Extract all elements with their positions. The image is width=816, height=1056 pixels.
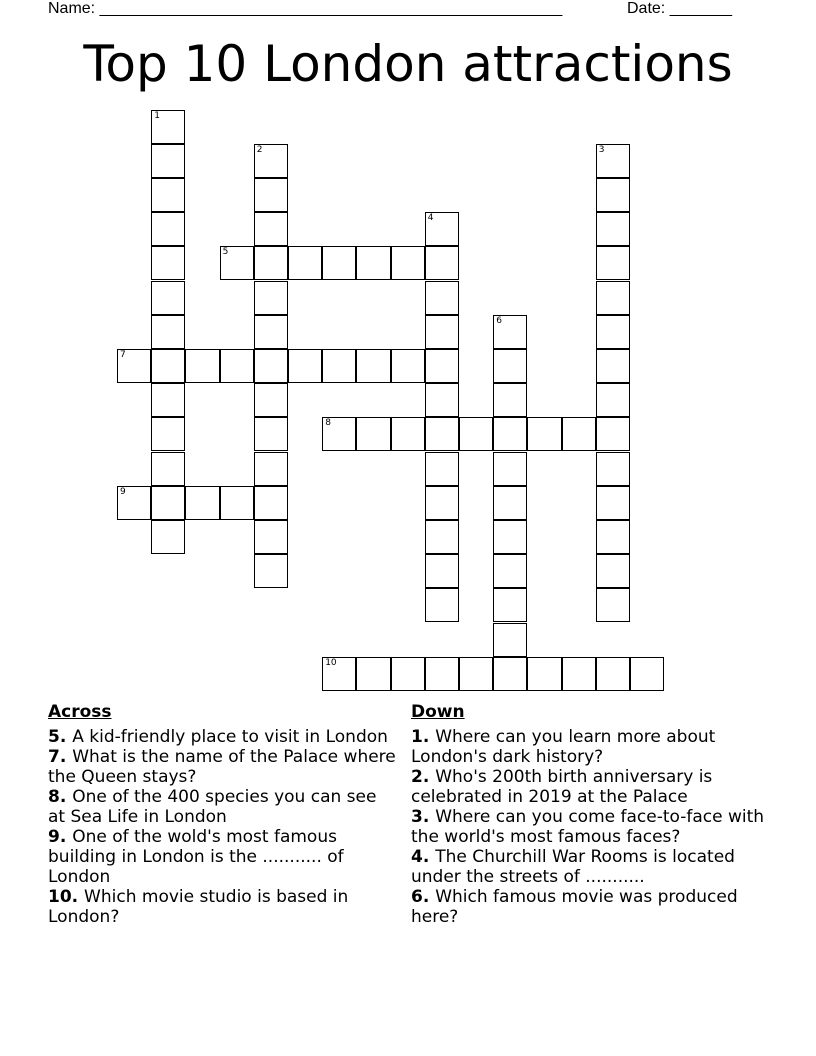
date-field[interactable]: Date: _______ xyxy=(627,0,732,17)
grid-cell[interactable] xyxy=(151,383,185,417)
grid-cell[interactable] xyxy=(185,486,219,520)
grid-cell[interactable] xyxy=(596,212,630,246)
grid-cell[interactable] xyxy=(493,315,527,349)
grid-cell[interactable] xyxy=(151,246,185,280)
clue-text: Who's 200th birth anniversary is celebrated in 2019 at the Palace xyxy=(411,767,713,807)
grid-cell[interactable] xyxy=(254,452,288,486)
across-clue-list xyxy=(48,727,398,927)
clue-text: Which movie studio is based in London? xyxy=(48,887,349,927)
down-heading: Down xyxy=(411,702,465,722)
clue-label-number: 4. xyxy=(411,847,436,867)
grid-cell[interactable] xyxy=(425,383,459,417)
grid-cell[interactable] xyxy=(596,246,630,280)
grid-cell[interactable] xyxy=(254,486,288,520)
name-field[interactable]: Name: ____________________________________________________ xyxy=(48,0,563,17)
grid-cell[interactable] xyxy=(185,349,219,383)
grid-cell[interactable] xyxy=(151,178,185,212)
grid-cell[interactable] xyxy=(151,212,185,246)
across-clue xyxy=(48,747,398,787)
grid-cell[interactable] xyxy=(493,486,527,520)
clue-text: Where can you come face-to-face with the world's most famous faces? xyxy=(411,807,765,847)
grid-cell[interactable] xyxy=(596,452,630,486)
clue-label-number: 6. xyxy=(411,887,436,907)
grid-cell[interactable] xyxy=(596,520,630,554)
across-clue xyxy=(48,827,398,887)
clue-label-number: 7. xyxy=(48,747,73,767)
clue-text: Where can you learn more about London's dark history? xyxy=(411,727,716,767)
grid-cell[interactable] xyxy=(562,657,596,691)
grid-cell[interactable] xyxy=(425,349,459,383)
clue-label-number: 9. xyxy=(48,827,73,847)
clue-label-number: 1. xyxy=(411,727,436,747)
grid-cell[interactable] xyxy=(425,281,459,315)
grid-cell[interactable] xyxy=(220,486,254,520)
grid-cell[interactable] xyxy=(425,212,459,246)
grid-cell[interactable] xyxy=(596,554,630,588)
grid-cell[interactable] xyxy=(254,178,288,212)
grid-cell[interactable] xyxy=(151,452,185,486)
grid-cell[interactable] xyxy=(596,657,630,691)
grid-cell[interactable] xyxy=(151,520,185,554)
grid-cell[interactable] xyxy=(151,349,185,383)
grid-cell[interactable] xyxy=(288,246,322,280)
grid-cell[interactable] xyxy=(254,383,288,417)
grid-cell[interactable] xyxy=(288,349,322,383)
grid-cell[interactable] xyxy=(425,315,459,349)
clue-number: 3 xyxy=(598,144,605,155)
grid-cell[interactable] xyxy=(459,657,493,691)
page-title: Top 10 London attractions xyxy=(83,35,733,93)
grid-cell[interactable] xyxy=(151,281,185,315)
grid-cell[interactable] xyxy=(254,281,288,315)
clue-text: A kid-friendly place to visit in London xyxy=(72,727,388,747)
grid-cell[interactable] xyxy=(459,417,493,451)
grid-cell[interactable] xyxy=(356,246,390,280)
grid-cell[interactable] xyxy=(254,315,288,349)
grid-cell[interactable] xyxy=(356,657,390,691)
grid-cell[interactable] xyxy=(596,417,630,451)
grid-cell[interactable] xyxy=(596,349,630,383)
grid-cell[interactable] xyxy=(425,657,459,691)
grid-cell[interactable] xyxy=(425,417,459,451)
grid-cell[interactable] xyxy=(493,383,527,417)
clue-text: The Churchill War Rooms is located under the streets of ........... xyxy=(411,847,735,887)
grid-cell[interactable] xyxy=(254,212,288,246)
grid-cell[interactable] xyxy=(425,554,459,588)
clue-number: 6 xyxy=(496,315,502,326)
grid-cell[interactable] xyxy=(356,349,390,383)
grid-cell[interactable] xyxy=(151,144,185,178)
across-heading: Across xyxy=(48,702,112,722)
grid-cell[interactable] xyxy=(596,486,630,520)
down-clue xyxy=(411,887,771,927)
clue-label-number: 2. xyxy=(411,767,436,787)
grid-cell[interactable] xyxy=(356,417,390,451)
grid-cell[interactable] xyxy=(630,657,664,691)
grid-cell[interactable] xyxy=(151,486,185,520)
grid-cell[interactable] xyxy=(322,349,356,383)
clue-text: Which famous movie was produced here? xyxy=(411,887,738,927)
grid-cell[interactable] xyxy=(493,554,527,588)
grid-cell[interactable] xyxy=(425,452,459,486)
grid-cell[interactable] xyxy=(391,657,425,691)
grid-cell[interactable] xyxy=(151,417,185,451)
clue-text: What is the name of the Palace where the Queen stays? xyxy=(48,747,396,787)
clue-number: 4 xyxy=(427,213,434,224)
grid-cell[interactable] xyxy=(493,588,527,622)
grid-cell[interactable] xyxy=(596,588,630,622)
grid-cell[interactable] xyxy=(562,417,596,451)
grid-cell[interactable] xyxy=(254,554,288,588)
clue-text: One of the 400 species you can see at Sea Life in London xyxy=(48,787,377,827)
grid-cell[interactable] xyxy=(596,315,630,349)
grid-cell[interactable] xyxy=(220,349,254,383)
grid-cell[interactable] xyxy=(596,281,630,315)
grid-cell[interactable] xyxy=(596,383,630,417)
grid-cell[interactable] xyxy=(493,623,527,657)
clue-number: 7 xyxy=(120,349,126,360)
grid-cell[interactable] xyxy=(254,417,288,451)
grid-cell[interactable] xyxy=(493,452,527,486)
grid-cell[interactable] xyxy=(425,588,459,622)
down-clue xyxy=(411,727,771,767)
down-clue xyxy=(411,807,771,847)
grid-cell[interactable] xyxy=(322,657,356,691)
clue-number: 8 xyxy=(325,418,331,429)
clue-label-number: 8. xyxy=(48,787,73,807)
clue-number: 1 xyxy=(154,110,160,121)
down-clue xyxy=(411,767,771,807)
clue-label-number: 3. xyxy=(411,807,436,827)
across-clue xyxy=(48,727,398,747)
grid-cell[interactable] xyxy=(254,520,288,554)
grid-cell[interactable] xyxy=(596,178,630,212)
down-clues xyxy=(411,702,771,927)
grid-cell[interactable] xyxy=(527,417,561,451)
clue-text: One of the wold's most famous building in London is the ........... of London xyxy=(48,827,344,887)
clue-number: 9 xyxy=(120,486,126,497)
grid-cell[interactable] xyxy=(493,417,527,451)
clue-number: 5 xyxy=(222,247,229,258)
grid-cell[interactable] xyxy=(391,349,425,383)
clue-label-number: 5. xyxy=(48,727,73,747)
grid-cell[interactable] xyxy=(425,486,459,520)
down-clue xyxy=(411,847,771,887)
grid-cell[interactable] xyxy=(596,144,630,178)
clue-number: 10 xyxy=(325,657,337,668)
grid-cell[interactable] xyxy=(493,349,527,383)
clue-number: 2 xyxy=(256,144,263,155)
grid-cell[interactable] xyxy=(493,520,527,554)
grid-cell[interactable] xyxy=(391,246,425,280)
grid-cell[interactable] xyxy=(391,417,425,451)
grid-cell[interactable] xyxy=(151,315,185,349)
down-clue-list xyxy=(411,727,771,927)
grid-cell[interactable] xyxy=(117,486,151,520)
grid-cell[interactable] xyxy=(117,349,151,383)
grid-cell[interactable] xyxy=(254,246,288,280)
grid-cell[interactable] xyxy=(322,417,356,451)
grid-cell[interactable] xyxy=(493,657,527,691)
grid-cell[interactable] xyxy=(425,520,459,554)
grid-cell[interactable] xyxy=(254,349,288,383)
grid-cell[interactable] xyxy=(220,246,254,280)
grid-cell[interactable] xyxy=(527,657,561,691)
grid-cell[interactable] xyxy=(151,110,185,144)
grid-cell[interactable] xyxy=(254,144,288,178)
across-clues xyxy=(48,702,398,927)
clue-label-number: 10. xyxy=(48,887,85,907)
grid-cell[interactable] xyxy=(322,246,356,280)
grid-cell[interactable] xyxy=(425,246,459,280)
across-clue xyxy=(48,787,398,827)
across-clue xyxy=(48,887,398,927)
